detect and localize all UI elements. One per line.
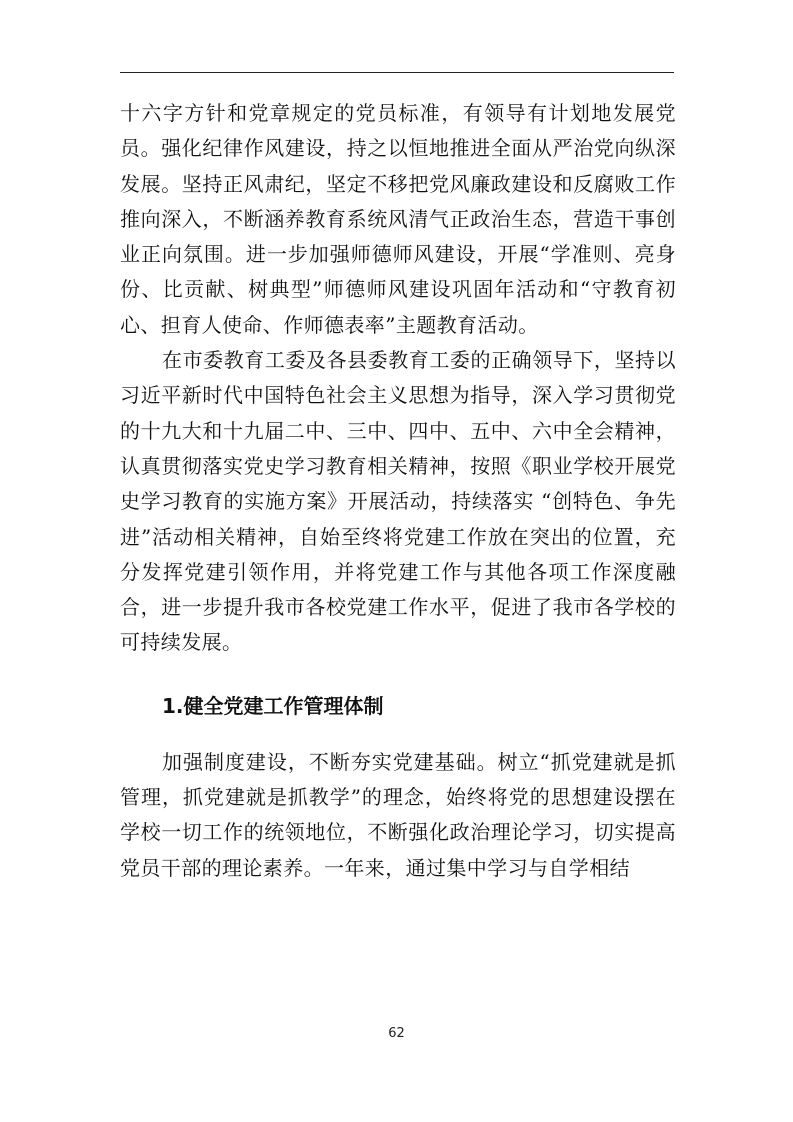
paragraph-2: 在市委教育工委及各县委教育工委的正确领导下，坚持以习近平新时代中国特色社会主义思想为指导，深入学习贯彻党的十九大和十九届二中、三中、四中、五中、六中全会精神，认真贯彻落实党史学习教育相关精神，按照《职业学校开展党史学习教育的实施方案》开展活动，持续落实 “创特色、争先进”活动相关精神，自始至终将党建工作放在突出的位置，充分发挥党建引领作用，并将党建工作与其他各项工作深度融合，进一步提升我市各校党建工作水平，促进了我市各学校的可持续发展。	[120, 348, 676, 655]
section-heading: 1.健全党建工作管理体制	[162, 693, 384, 718]
paragraph-3: 加强制度建设，不断夯实党建基础。树立“抓党建就是抓管理，抓党建就是抓教学”的理念，始终将党的思想建设摆在学校一切工作的统领地位，不断强化政治理论学习，切实提高党员干部的理论素养。一年来，通过集中学习与自学相结	[120, 749, 676, 880]
page-number: 62	[388, 1026, 405, 1041]
paragraph-1: 十六字方针和党章规定的党员标准，有领导有计划地发展党员。强化纪律作风建设，持之以恒地推进全面从严治党向纵深发展。坚持正风肃纪，坚定不移把党风廉政建设和反腐败工作推向深入，不断涵养教育系统风清气正政治生态，营造干事创业正向氛围。进一步加强师德师风建设，开展“学准则、亮身份、比贡献、树典型”师德师风建设巩固年活动和“守教育初心、担育人使命、作师德表率”主题教育活动。	[120, 101, 676, 337]
page-body	[120, 96, 676, 886]
header-rule	[120, 72, 674, 73]
